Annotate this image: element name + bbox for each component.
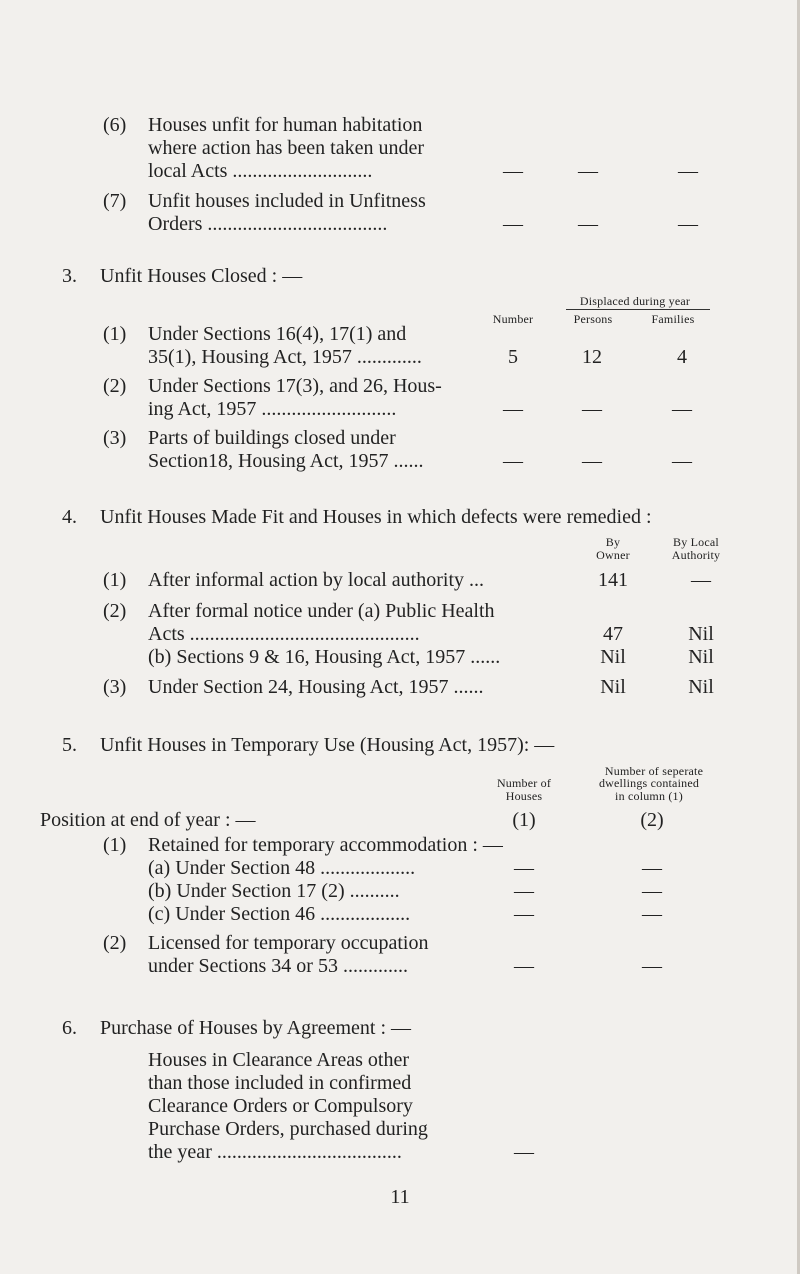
- column-header-families: Families: [651, 312, 695, 326]
- item-text-line: Licensed for temporary occupation: [148, 932, 429, 954]
- section-title: Unfit Houses in Temporary Use (Housing Act, 1957): —: [100, 734, 555, 756]
- value-cell: Nil: [600, 676, 626, 698]
- value-cell: —: [672, 450, 692, 472]
- column-header-persons: Persons: [573, 312, 613, 326]
- item-text-line: 35(1), Housing Act, 1957 .............: [148, 346, 422, 368]
- section-number: 5.: [62, 734, 77, 756]
- section-title: Unfit Houses Closed : —: [100, 265, 303, 287]
- value-cell: —: [672, 398, 692, 420]
- value-cell: —: [503, 213, 523, 235]
- value-cell: —: [582, 450, 602, 472]
- item-text-line: Retained for temporary accommodation : —: [148, 834, 503, 856]
- value-cell: —: [578, 160, 598, 182]
- item-text-line: Under Section 24, Housing Act, 1957 ......: [148, 676, 484, 698]
- header-rule: [566, 309, 710, 310]
- value-cell: Nil: [688, 676, 714, 698]
- item-text-line: (b) Under Section 17 (2) ..........: [148, 880, 400, 902]
- value-cell: —: [642, 857, 662, 879]
- value-cell: 4: [677, 346, 687, 368]
- column-header-houses-line: Number of: [496, 776, 552, 790]
- column-header-houses-line: Houses: [505, 789, 543, 803]
- value-cell: —: [503, 160, 523, 182]
- column-number: (2): [640, 809, 664, 831]
- value-cell: —: [691, 569, 711, 591]
- value-cell: —: [503, 398, 523, 420]
- value-cell: Nil: [600, 646, 626, 668]
- item-number: (2): [103, 600, 127, 622]
- column-header-owner-line: Owner: [596, 548, 630, 562]
- item-text-line: Houses unfit for human habitation: [148, 114, 423, 136]
- item-text-line: Purchase Orders, purchased during: [148, 1118, 428, 1140]
- item-text-line: Clearance Orders or Compulsory: [148, 1095, 413, 1117]
- value-cell: 47: [603, 623, 623, 645]
- item-number: (2): [103, 932, 127, 954]
- value-cell: 12: [582, 346, 602, 368]
- item-text-line: Unfit houses included in Unfitness: [148, 190, 426, 212]
- item-text-line: under Sections 34 or 53 .............: [148, 955, 408, 977]
- column-header-dwellings-line: Number of seperate: [604, 764, 704, 778]
- value-cell: —: [642, 955, 662, 977]
- column-group-header: Displaced during year: [579, 294, 691, 308]
- value-cell: 141: [598, 569, 628, 591]
- value-cell: Nil: [688, 646, 714, 668]
- item-number: (2): [103, 375, 127, 397]
- value-cell: —: [514, 955, 534, 977]
- item-number: (7): [103, 190, 127, 212]
- value-cell: Nil: [688, 623, 714, 645]
- value-cell: —: [514, 857, 534, 879]
- section-number: 6.: [62, 1017, 77, 1039]
- item-text-line: (c) Under Section 46 ..................: [148, 903, 411, 925]
- column-header-owner-line: By: [605, 535, 621, 549]
- value-cell: —: [514, 880, 534, 902]
- value-cell: —: [678, 160, 698, 182]
- value-cell: —: [642, 880, 662, 902]
- section-title: Unfit Houses Made Fit and Houses in which defects were remedied :: [100, 506, 652, 528]
- column-header-dwellings-line: dwellings contained: [598, 776, 700, 790]
- page-number: 11: [390, 1186, 410, 1208]
- item-text-line: than those included in confirmed: [148, 1072, 412, 1094]
- value-cell: —: [678, 213, 698, 235]
- item-text-line: (b) Sections 9 & 16, Housing Act, 1957 ......: [148, 646, 501, 668]
- item-text-line: After informal action by local authority ...: [148, 569, 485, 591]
- item-text-line: where action has been taken under: [148, 137, 424, 159]
- value-cell: —: [514, 903, 534, 925]
- item-text-line: (a) Under Section 48 ...................: [148, 857, 416, 879]
- column-header-number: Number: [492, 312, 534, 326]
- item-text-line: ing Act, 1957 ...........................: [148, 398, 397, 420]
- item-text-line: Section18, Housing Act, 1957 ......: [148, 450, 424, 472]
- item-number: (3): [103, 676, 127, 698]
- value-cell: 5: [508, 346, 518, 368]
- value-cell: —: [578, 213, 598, 235]
- item-text-line: Orders ....................................: [148, 213, 388, 235]
- column-number: (1): [512, 809, 536, 831]
- section-title: Purchase of Houses by Agreement : —: [100, 1017, 412, 1039]
- value-cell: —: [514, 1141, 534, 1163]
- value-cell: —: [642, 903, 662, 925]
- item-number: (1): [103, 323, 127, 345]
- position-label: Position at end of year : —: [40, 809, 256, 831]
- value-cell: —: [582, 398, 602, 420]
- item-number: (3): [103, 427, 127, 449]
- value-cell: —: [503, 450, 523, 472]
- item-text-line: Acts ..............................................: [148, 623, 420, 645]
- column-header-authority-line: By Local: [673, 535, 719, 549]
- item-text-line: Under Sections 17(3), and 26, Hous-: [148, 375, 442, 397]
- item-number: (1): [103, 834, 127, 856]
- item-text-line: Houses in Clearance Areas other: [148, 1049, 410, 1071]
- item-text-line: the year .....................................: [148, 1141, 402, 1163]
- section-number: 3.: [62, 265, 77, 287]
- item-number: (6): [103, 114, 127, 136]
- item-number: (1): [103, 569, 127, 591]
- item-text-line: Parts of buildings closed under: [148, 427, 396, 449]
- section-number: 4.: [62, 506, 77, 528]
- item-text-line: local Acts ............................: [148, 160, 373, 182]
- column-header-dwellings-line: in column (1): [615, 789, 683, 803]
- item-text-line: After formal notice under (a) Public Health: [148, 600, 495, 622]
- item-text-line: Under Sections 16(4), 17(1) and: [148, 323, 407, 345]
- column-header-authority-line: Authority: [671, 548, 721, 562]
